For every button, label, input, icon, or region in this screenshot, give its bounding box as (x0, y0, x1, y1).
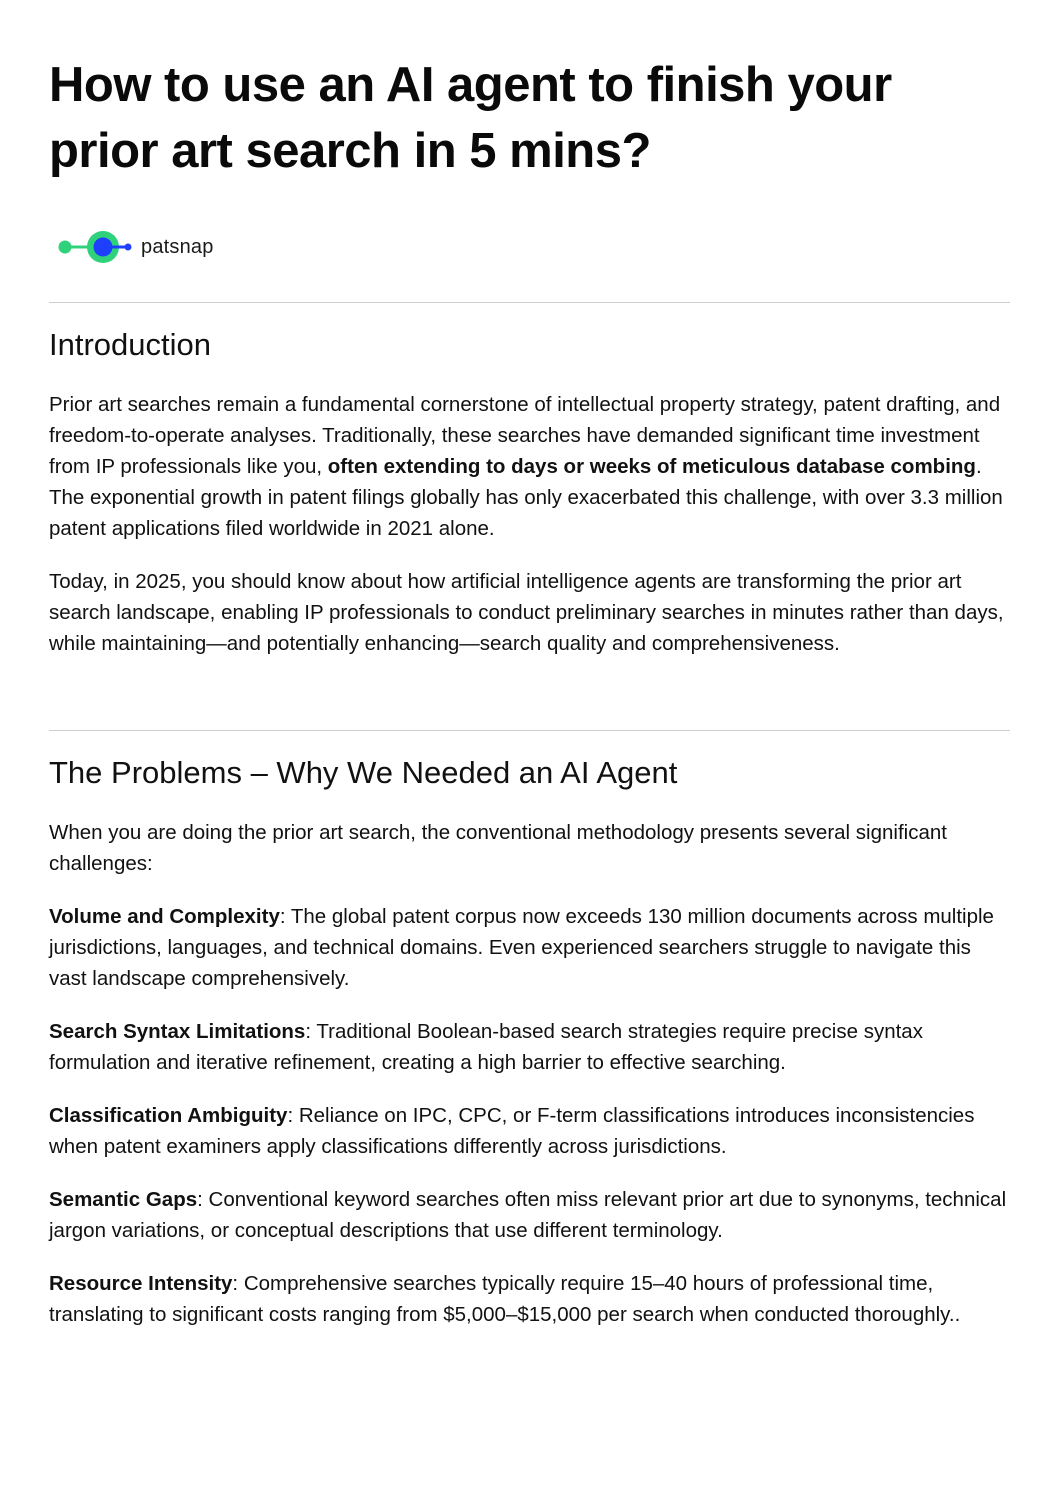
problems-heading: The Problems – Why We Needed an AI Agent (49, 755, 678, 790)
problem-term: Search Syntax Limitations (49, 1020, 306, 1043)
intro-paragraph-1: Prior art searches remain a fundamental cornerstone of intellectual property strategy, patent drafting, and freedom-to-operate analyses. Traditionally, these searches have demanded significant time investment from IP professionals like you, often extending to days or weeks of meticulous database combing. The exponential growth in patent filings globally has only exacerbated this challenge, with over 3.3 million patent applications filed worldwide in 2021 alone. (49, 393, 1003, 540)
brand-logo (57, 230, 1010, 264)
problem-term: Resource Intensity (49, 1272, 233, 1295)
intro-emphasis: often extending to days or weeks of meticulous database combing (327, 455, 976, 478)
brand-name: patsnap (141, 235, 214, 258)
problem-term: Volume and Complexity (49, 905, 280, 928)
problem-term: Semantic Gaps (49, 1188, 198, 1211)
problem-item: Volume and Complexity: The global patent corpus now exceeds 130 million documents across multiple jurisdictions, languages, and technical domains. Even experienced searchers struggle to navigate this vast landscape comprehensively. (49, 905, 994, 990)
document-title: How to use an AI agent to finish your prior art search in 5 mins? (49, 58, 892, 178)
problem-item: Classification Ambiguity: Reliance on IPC, CPC, or F-term classifications introduces inconsistencies when patent examiners apply classifications differently across jurisdictions. (49, 1104, 975, 1158)
problem-item: Resource Intensity: Comprehensive searches typically require 15–40 hours of professional time, translating to significant costs ranging from $5,000–$15,000 per search when conducted thoroughly.. (49, 1272, 961, 1326)
introduction-heading: Introduction (49, 327, 211, 362)
intro-paragraph-2: Today, in 2025, you should know about how artificial intelligence agents are transforming the prior art search landscape, enabling IP professionals to conduct preliminary searches in minutes rather than days, while maintaining—and potentially enhancing—search quality and comprehensiveness. (49, 570, 1004, 655)
section-divider (49, 730, 1010, 731)
problem-term: Classification Ambiguity (49, 1104, 288, 1127)
problems-lead-paragraph: When you are doing the prior art search, the conventional methodology presents several significant challenges: (49, 821, 947, 875)
document-page (49, 0, 1010, 1330)
problem-item: Search Syntax Limitations: Traditional Boolean-based search strategies require precise syntax formulation and iterative refinement, creating a high barrier to effective searching. (49, 1020, 923, 1074)
patsnap-logo-icon (57, 230, 133, 264)
problem-item: Semantic Gaps: Conventional keyword searches often miss relevant prior art due to synonyms, technical jargon variations, or conceptual descriptions that use different terminology. (49, 1188, 1007, 1242)
section-divider (49, 302, 1010, 303)
